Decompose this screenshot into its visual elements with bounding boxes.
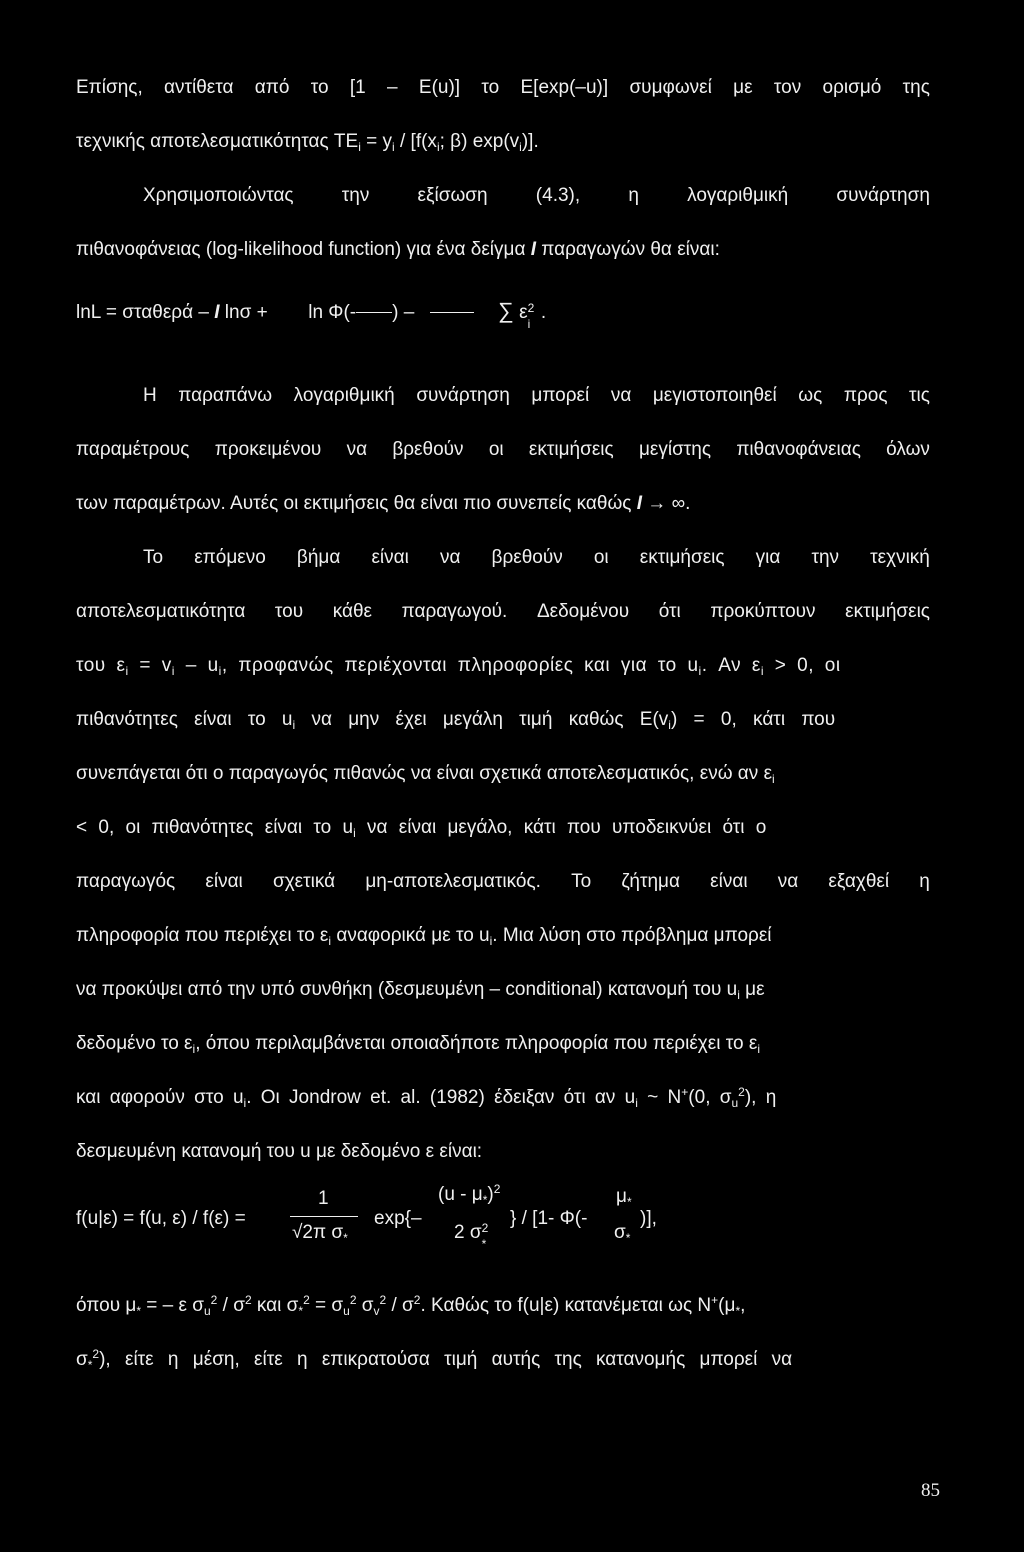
word: εκτιμήσεις (639, 547, 725, 568)
word: ορισμό (822, 77, 882, 98)
word: ως (798, 385, 823, 406)
word: τεχνική (870, 547, 930, 568)
word: σχετικά (272, 871, 336, 892)
word: εκτιμήσεις (845, 601, 930, 622)
fraction-bar (290, 1216, 358, 1217)
p5-line1: όπου $\mu_*$ = – ε $\sigma_u^2 / \sigma^2$ και $\sigma_*^2 = \sigma_u^2$ $\sigma_v^2 / \sigma^2$. Καθώς το f(u|ε) κατανέμεται ως $N^+(\mu_*$, (76, 1293, 746, 1318)
word: παραγωγού. (401, 601, 508, 622)
p4-line8: πληροφορία που περιέχει το $\varepsilon_i$ αναφορικά με το $u_i$. Μια λύση στο πρόβλημα μπορεί (76, 925, 772, 948)
word: – (387, 77, 398, 98)
word: τις (909, 385, 930, 406)
p1-line1 (76, 76, 930, 100)
word: είναι (710, 871, 748, 892)
word: το (481, 77, 500, 98)
word: να (346, 439, 368, 460)
word: ζήτημα (621, 871, 680, 892)
word: βρεθούν (392, 439, 464, 460)
word: προκύπτουν (710, 601, 816, 622)
word: συμφωνεί (629, 77, 712, 98)
word: βρεθούν (491, 547, 563, 568)
document-page: Επίσης, αντίθετα από το [1 – E(u)] το E[exp(–u)] συμφωνεί με τον ορισμό της τεχνικής αποτελεσματικότητας $TE_i = y_i / [f(x_i$; β) $\exp(v_i)$]. Χρησιμοποιώντας την εξίσωση (4.3), η λογαριθμική συνάρτηση πιθανοφάνειας (log-likelihood function) για ένα δείγμα I παραγωγών θα είναι: lnL = σταθερά – I lnσ + ln Φ(- ) – ∑ ε 2 i . Η παραπάνω λογαριθμική συνάρτηση μπορεί να μεγιστοποιηθεί ως προς τις παραμέτρους προκειμένου να βρεθούν οι εκτιμήσεις μεγίστης πιθανοφάνειας όλων των παραμέτρων. Αυτές οι εκτιμήσεις θα είναι πιο συνεπείς καθώς I → ∞. Το επόμενο βήμα είναι να βρεθούν οι εκτιμήσεις για την τεχνική αποτελεσματικότητα του κάθε παραγωγού. Δεδομένου ότι προκύπτουν εκτιμήσεις του $\varepsilon_i = v_i - u_i$, προφανώς περιέχονται πληροφορίες και για το $u_i$. Αν $\varepsilon_i > 0$, οι πιθανότητες είναι το $u_i$ να μην έχει μεγάλη τιμή καθώς $E(v_i) = 0$, κάτι που συνεπάγεται ότι ο παραγωγός πιθανώς να είναι σχετικά αποτελεσματικός, ενώ αν $\varepsilon_i$ < 0, οι πιθανότητες είναι το $u_i$ να είναι μεγάλο, κάτι που υποδεικνύει ότι ο παραγωγός είναι σχετικά μη-αποτελεσματικός. Το ζήτημα είναι να εξαχθεί η πληροφορία που περιέχει το $\varepsilon_i$ αναφορικά με το $u_i$. Μια λύση στο πρόβλημα μπορεί να προκύψει από την υπό συνθήκη (δεσμευμένη – conditional) κατανομή του $u_i$ με δεδομένο το $\varepsilon_i$, όπου περιλαμβάνεται οποιαδήποτε πληροφορία που περιέχει το $\varepsilon_i$ και αφορούν στο $u_i$. Οι Jondrow et. al. (1982) έδειξαν ότι αν $u_i$ ~ N+(0, $\sigma_u^2$), η δεσμευμένη κατανομή του u με δεδομένο ε είναι: f(u|ε) = f(u, ε) / f(ε) = 1 √2π $\sigma_*$ exp{– $(u - \mu_*)^2$ 2 σ 2 * } / [1- Φ(- $\mu_*$ $\sigma_*$ )], όπου $\mu_*$ = – ε $\sigma_u^2 / \sigma^2$ και $\sigma_*^2 = \sigma_u^2$ $\sigma_v^2 / \sigma^2$. Καθώς το f(u|ε) κατανέμεται ως $N^+(\mu_*$, $\sigma_*^2$), είτε η μέση, είτε η επικρατούσα τιμή αυτής της κατανομής μπορεί να 85 (76, 77, 940, 1501)
word: μεγίστης (638, 439, 712, 460)
word: Το (143, 547, 164, 568)
word: ότι (658, 601, 681, 622)
p4-line4: πιθανότητες είναι το $u_i$ να μην έχει μεγάλη τιμή καθώς $E(v_i) = 0$, κάτι που (76, 709, 836, 732)
p5-line2: $\sigma_*^2$), είτε η μέση, είτε η επικρατούσα τιμή αυτής της κατανομής μπορεί να (76, 1347, 793, 1372)
word: οι (488, 439, 504, 460)
word: όλων (886, 439, 930, 460)
page-number: 85 (921, 1480, 940, 1501)
word: αντίθετα (164, 77, 234, 98)
word: το (310, 77, 329, 98)
word: τον (773, 77, 802, 98)
p1-line2: τεχνικής αποτελεσματικότητας $TE_i = y_i / [f(x_i$; β) $\exp(v_i)$]. (76, 131, 539, 154)
word: κάθε (332, 601, 373, 622)
word: του (274, 601, 304, 622)
word: παραπάνω (178, 385, 273, 406)
word: εξαχθεί (828, 871, 890, 892)
word: E[exp(–u)] (520, 77, 609, 98)
p4-line11: και αφορούν στο $u_i$. Οι Jondrow et. al. (1982) έδειξαν ότι αν $u_i$ ~ N+(0, $\sigma_u^2$), η (76, 1085, 777, 1110)
p2-line1 (143, 184, 930, 208)
p4-line1 (143, 546, 930, 570)
word: παραμέτρους (76, 439, 190, 460)
word: αποτελεσματικότητα (76, 601, 246, 622)
p3-line1 (143, 384, 930, 408)
word: παραγωγός (76, 871, 176, 892)
log-likelihood-formula: lnL = σταθερά – I lnσ + ln Φ(- ) – ∑ ε 2 i . (76, 298, 547, 331)
word: η (919, 871, 930, 892)
word: είναι (371, 547, 409, 568)
word: μη-αποτελεσματικός. (365, 871, 541, 892)
p3-line3: των παραμέτρων. Αυτές οι εκτιμήσεις θα είναι πιο συνεπείς καθώς I → ∞. (76, 493, 691, 514)
word: η (628, 185, 639, 206)
summation-symbol: ∑ (498, 298, 514, 323)
word: εξίσωση (417, 185, 488, 206)
word: της (902, 77, 930, 98)
p3-line2 (76, 438, 930, 462)
p2-line2: πιθανοφάνειας (log-likelihood function) για ένα δείγμα I παραγωγών θα είναι: (76, 239, 720, 260)
p4-line5: συνεπάγεται ότι ο παραγωγός πιθανώς να είναι σχετικά αποτελεσματικός, ενώ αν $\varepsilon_i$ (76, 763, 775, 786)
word: Το (571, 871, 592, 892)
word: συνάρτηση (836, 185, 930, 206)
word: την (341, 185, 370, 206)
word: προς (843, 385, 888, 406)
p4-line9: να προκύψει από την υπό συνθήκη (δεσμευμένη – conditional) κατανομή του $u_i$ με (76, 979, 765, 1002)
p4-line3: του $\varepsilon_i = v_i - u_i$, προφανώς περιέχονται πληροφορίες και για το $u_i$. Αν $\varepsilon_i > 0$, οι (76, 655, 841, 678)
word: πιθανοφάνειας (736, 439, 861, 460)
word: Η (143, 385, 157, 406)
word: μπορεί (531, 385, 590, 406)
word: βήμα (296, 547, 341, 568)
word: από (254, 77, 290, 98)
word: (4.3), (535, 185, 581, 206)
p4-line7 (76, 870, 930, 894)
word: λογαριθμική (687, 185, 789, 206)
word: Επίσης, (76, 77, 143, 98)
word: προκειμένου (214, 439, 322, 460)
word: είναι (205, 871, 243, 892)
p4-line2 (76, 600, 930, 624)
word: την (811, 547, 840, 568)
p4-line10: δεδομένο το $\varepsilon_i$, όπου περιλαμβάνεται οποιαδήποτε πληροφορία που περιέχει το $\varepsilon_i$ (76, 1033, 760, 1056)
word: μεγιστοποιηθεί (652, 385, 777, 406)
p4-line6: < 0, οι πιθανότητες είναι το $u_i$ να είναι μεγάλο, κάτι που υποδεικνύει ότι ο (76, 817, 767, 840)
word: να (439, 547, 461, 568)
word: να (610, 385, 632, 406)
word: λογαριθμική (293, 385, 395, 406)
word: Χρησιμοποιώντας (143, 185, 294, 206)
word: επόμενο (194, 547, 266, 568)
word: [1 (349, 77, 366, 98)
word: εκτιμήσεις (528, 439, 614, 460)
word: Δεδομένου (536, 601, 630, 622)
word: να (777, 871, 799, 892)
word: για (755, 547, 781, 568)
word: συνάρτηση (416, 385, 510, 406)
word: E(u)] (418, 77, 461, 98)
word: οι (593, 547, 609, 568)
word: με (733, 77, 753, 98)
p4-line12: δεσμευμένη κατανομή του u με δεδομένο ε είναι: (76, 1141, 483, 1162)
